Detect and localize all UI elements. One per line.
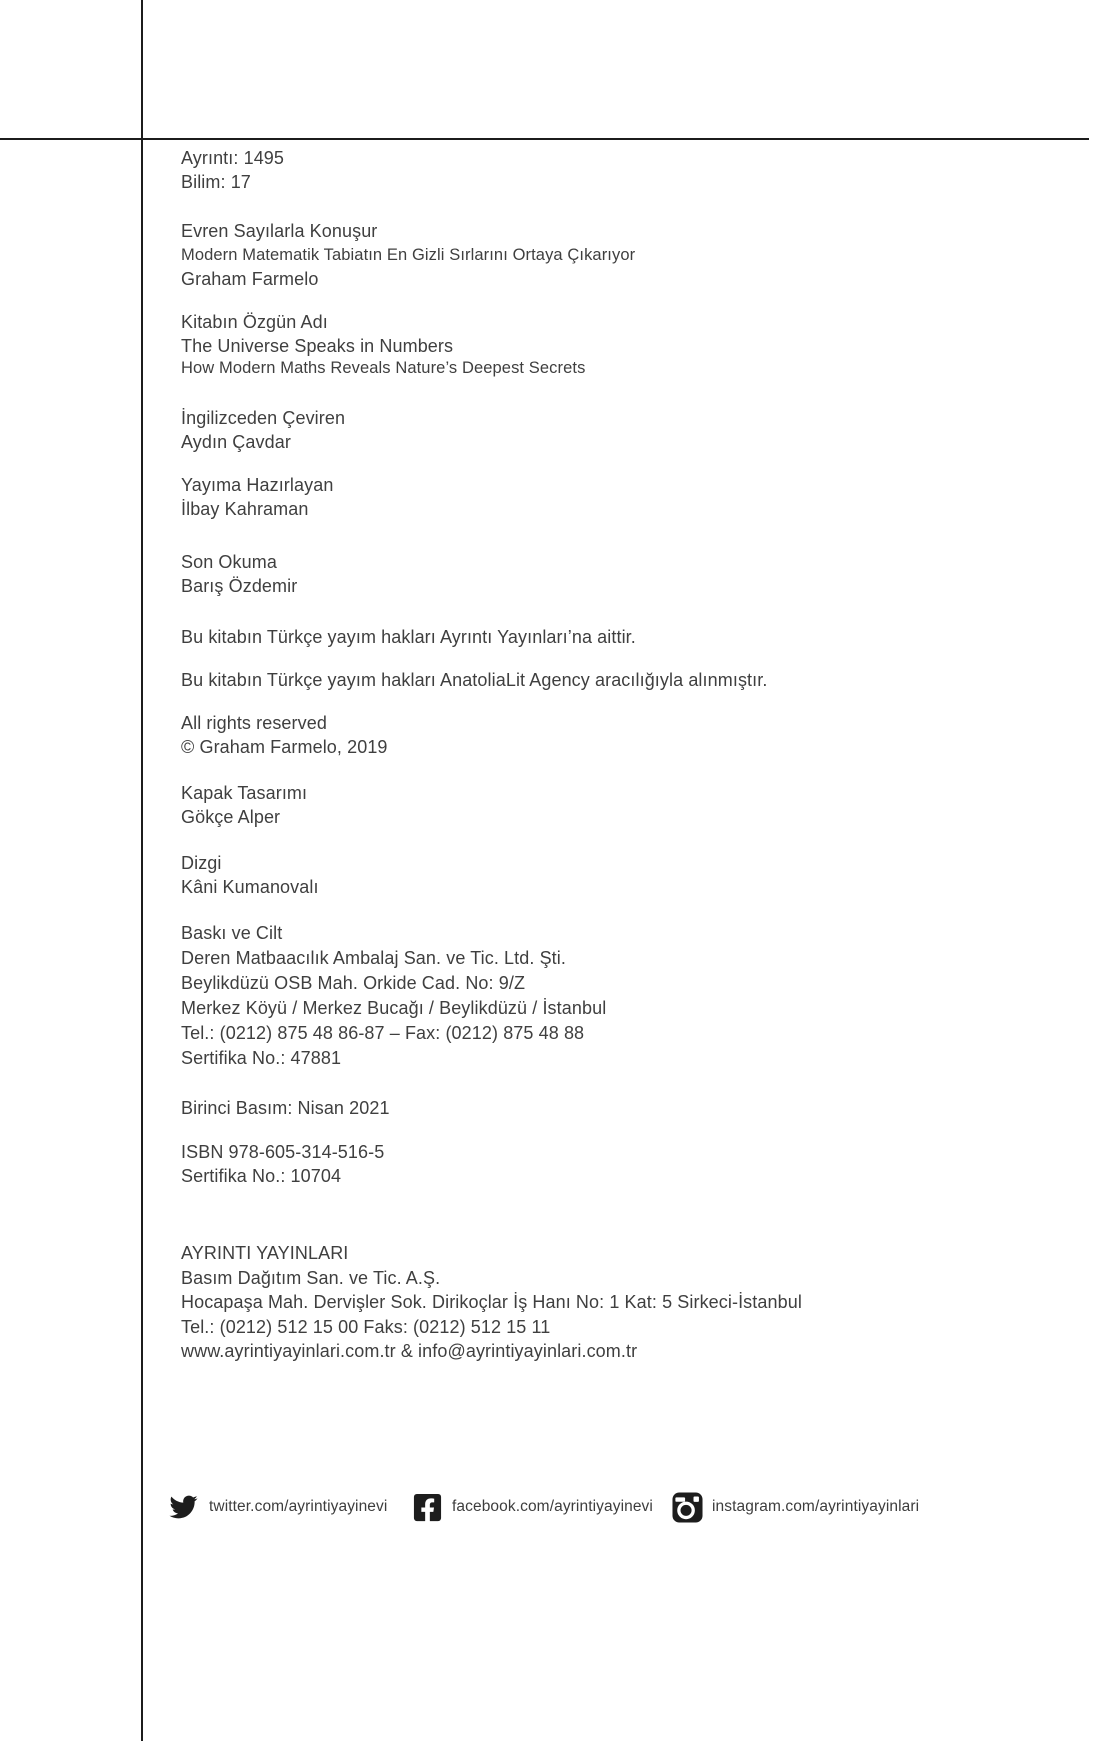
typesetting-name: Kâni Kumanovalı — [181, 877, 319, 897]
editor-heading: Yayıma Hazırlayan — [181, 475, 334, 495]
rights-agency-text: Bu kitabın Türkçe yayım hakları AnatoliaLit Agency aracılığıyla alınmıştır. — [181, 670, 768, 690]
printing-block — [181, 921, 606, 1071]
final-reading-heading: Son Okuma — [181, 552, 277, 572]
cover-design-name: Gökçe Alper — [181, 807, 281, 827]
instagram-icon — [672, 1492, 703, 1523]
publisher-name: AYRINTI YAYINLARI — [181, 1243, 349, 1263]
top-header-rule — [0, 138, 1089, 140]
copyright-notice: © Graham Farmelo, 2019 — [181, 737, 388, 757]
original-title: The Universe Speaks in Numbers — [181, 336, 454, 356]
book-title-turkish: Evren Sayılarla Konuşur — [181, 221, 378, 241]
all-rights-reserved: All rights reserved — [181, 713, 327, 733]
translator-block — [181, 406, 345, 454]
facebook-icon — [412, 1492, 443, 1523]
printing-address-line1: Beylikdüzü OSB Mah. Orkide Cad. No: 9/Z — [181, 973, 526, 993]
series-category: Bilim: 17 — [181, 172, 251, 192]
editor-name: İlbay Kahraman — [181, 499, 309, 519]
turkish-title-block — [181, 219, 635, 291]
publisher-address: Hocapaşa Mah. Dervişler Sok. Dirikoçlar İş Hanı No: 1 Kat: 5 Sirkeci-İstanbul — [181, 1292, 802, 1312]
printing-company: Deren Matbaacılık Ambalaj San. ve Tic. Ltd. Şti. — [181, 948, 566, 968]
printing-certificate: Sertifika No.: 47881 — [181, 1048, 342, 1068]
rights-owner-text: Bu kitabın Türkçe yayım hakları Ayrıntı Yayınları’na aittir. — [181, 627, 636, 647]
publisher-phone: Tel.: (0212) 512 15 00 Faks: (0212) 512 15 11 — [181, 1316, 551, 1337]
translator-heading: İngilizceden Çeviren — [181, 408, 346, 428]
printing-heading: Baskı ve Cilt — [181, 923, 283, 943]
series-number: Ayrıntı: 1495 — [181, 148, 285, 168]
editor-block — [181, 473, 333, 521]
original-title-heading: Kitabın Özgün Adı — [181, 312, 328, 332]
printing-phone: Tel.: (0212) 875 48 86-87 – Fax: (0212) 875 48 88 — [181, 1023, 585, 1043]
book-subtitle-turkish: Modern Matematik Tabiatın En Gizli Sırlarını Ortaya Çıkarıyor — [181, 246, 636, 264]
cover-design-block — [181, 781, 307, 829]
twitter-handle: twitter.com/ayrintiyayinevi — [209, 1498, 388, 1515]
publisher-web-email: www.ayrintiyayinlari.com.tr & info@ayrintiyayinlari.com.tr — [181, 1341, 638, 1361]
rights-agency-block — [181, 668, 767, 692]
twitter-icon — [167, 1493, 200, 1521]
isbn-block — [181, 1140, 384, 1188]
instagram-link[interactable] — [672, 1489, 919, 1525]
original-subtitle: How Modern Maths Reveals Nature’s Deepest Secrets — [181, 359, 586, 377]
series-block — [181, 146, 284, 194]
publisher-block — [181, 1241, 802, 1364]
typesetting-heading: Dizgi — [181, 853, 222, 873]
translator-name: Aydın Çavdar — [181, 432, 291, 452]
isbn-certificate: Sertifika No.: 10704 — [181, 1166, 342, 1186]
printing-address-line2: Merkez Köyü / Merkez Bucağı / Beylikdüzü / İstanbul — [181, 998, 607, 1018]
cover-design-heading: Kapak Tasarımı — [181, 783, 308, 803]
isbn-number: ISBN 978-605-314-516-5 — [181, 1142, 385, 1162]
facebook-handle: facebook.com/ayrintiyayinevi — [452, 1498, 653, 1515]
copyright-block — [181, 711, 388, 759]
first-edition-text: Birinci Basım: Nisan 2021 — [181, 1098, 390, 1118]
book-author: Graham Farmelo — [181, 269, 319, 289]
typesetting-block — [181, 851, 319, 899]
left-margin-rule — [141, 0, 143, 1741]
final-reading-name: Barış Özdemir — [181, 576, 298, 596]
publisher-company: Basım Dağıtım San. ve Tic. A.Ş. — [181, 1267, 441, 1288]
instagram-handle: instagram.com/ayrintiyayinlari — [712, 1498, 920, 1515]
first-edition-block — [181, 1096, 390, 1120]
facebook-link[interactable] — [412, 1489, 653, 1525]
twitter-link[interactable] — [167, 1489, 387, 1525]
rights-owner-block — [181, 625, 636, 649]
original-title-block — [181, 310, 585, 379]
final-reading-block — [181, 550, 297, 598]
